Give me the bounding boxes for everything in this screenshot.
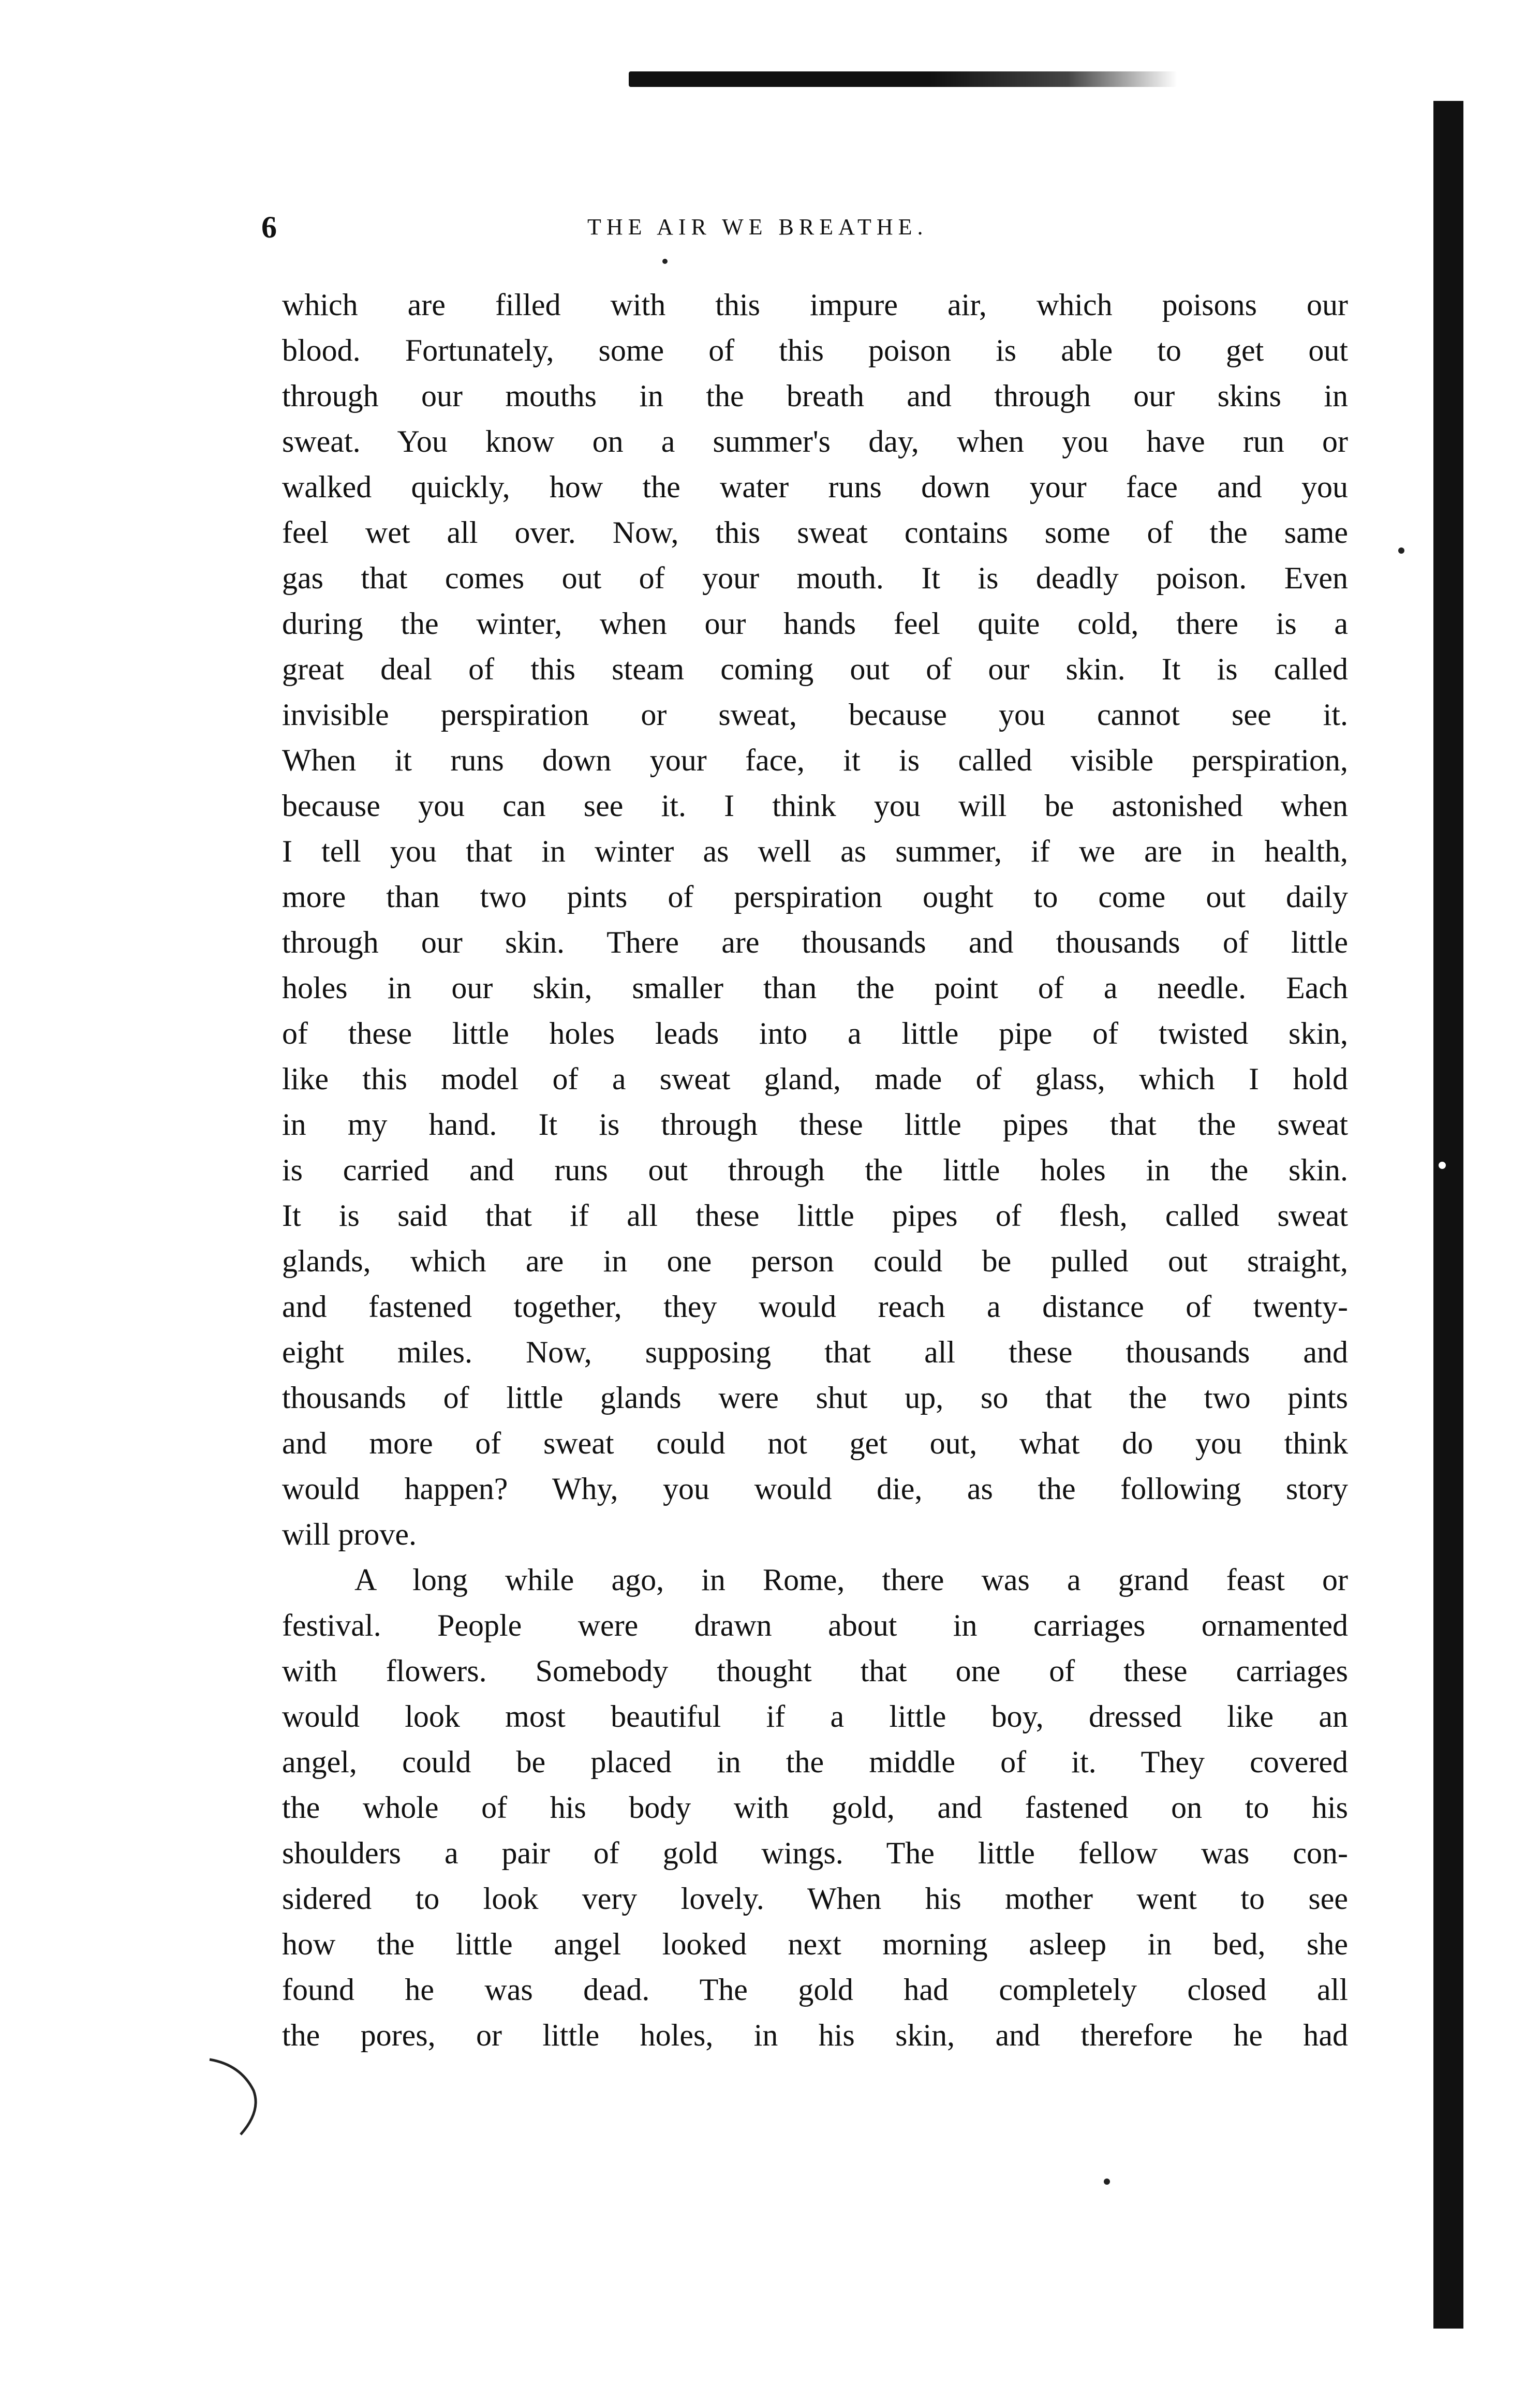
text-line: like this model of a sweat gland, made of glass, which I hold [282, 1062, 1348, 1096]
text-line: the whole of his body with gold, and fastened on to his [282, 1790, 1348, 1825]
text-line: angel, could be placed in the middle of it. They covered [282, 1745, 1348, 1779]
text-line: during the winter, when our hands feel quite cold, there is a [282, 606, 1348, 641]
text-line: thousands of little glands were shut up, so that the two pints [282, 1381, 1348, 1415]
text-line: sidered to look very lovely. When his mother went to see [282, 1881, 1348, 1916]
text-line: in my hand. It is through these little pipes that the sweat [282, 1107, 1348, 1142]
ink-speck [662, 259, 668, 264]
text-line: sweat. You know on a summer's day, when you have run or [282, 424, 1348, 458]
page-header [261, 210, 1348, 251]
margin-pencil-mark [204, 2049, 266, 2137]
text-line: would look most beautiful if a little boy, dressed like an [282, 1699, 1348, 1733]
text-line: It is said that if all these little pipes of flesh, called sweat [282, 1198, 1348, 1233]
ink-speck [1439, 1162, 1446, 1169]
text-line: is carried and runs out through the little holes in the skin. [282, 1153, 1348, 1187]
text-line: would happen? Why, you would die, as the following story [282, 1472, 1348, 1506]
text-line: the pores, or little holes, in his skin, and therefore he had [282, 2018, 1348, 2052]
text-line: and more of sweat could not get out, what do you think [282, 1426, 1348, 1460]
text-line: festival. People were drawn about in carriages ornamented [282, 1608, 1348, 1642]
text-line: how the little angel looked next morning asleep in bed, she [282, 1927, 1348, 1961]
text-line: blood. Fortunately, some of this poison is able to get out [282, 333, 1348, 367]
text-line: I tell you that in winter as well as summer, if we are in health, [282, 834, 1348, 868]
text-line: glands, which are in one person could be pulled out straight, [282, 1244, 1348, 1278]
text-line: through our skin. There are thousands and thousands of little [282, 925, 1348, 959]
text-line: of these little holes leads into a little pipe of twisted skin, [282, 1016, 1348, 1050]
text-line: When it runs down your face, it is called visible perspiration, [282, 743, 1348, 777]
ink-speck [1398, 547, 1404, 554]
paragraph-end-line: will prove. [282, 1517, 417, 1551]
ink-speck [1104, 2178, 1110, 2185]
text-line: found he was dead. The gold had completely closed all [282, 1973, 1348, 2007]
text-line: and fastened together, they would reach a distance of twenty- [282, 1290, 1348, 1324]
body-text [282, 282, 1348, 2058]
text-line: through our mouths in the breath and through our skins in [282, 379, 1348, 413]
page-edge-shadow [1433, 101, 1463, 2329]
text-line: eight miles. Now, supposing that all these thousands and [282, 1335, 1348, 1369]
text-line: which are filled with this impure air, which poisons our [282, 288, 1348, 322]
text-line: invisible perspiration or sweat, because you cannot see it. [282, 698, 1348, 732]
text-line: shoulders a pair of gold wings. The little fellow was con- [282, 1836, 1348, 1870]
text-line: walked quickly, how the water runs down your face and you [282, 470, 1348, 504]
text-line: holes in our skin, smaller than the point of a needle. Each [282, 971, 1348, 1005]
text-line: great deal of this steam coming out of our skin. It is called [282, 652, 1348, 686]
text-line: because you can see it. I think you will be astonished when [282, 789, 1348, 823]
page-number: 6 [261, 210, 277, 244]
running-head: THE AIR WE BREATHE. [587, 214, 928, 240]
text-line: feel wet all over. Now, this sweat contains some of the same [282, 515, 1348, 550]
text-line: gas that comes out of your mouth. It is deadly poison. Even [282, 561, 1348, 595]
text-line: with flowers. Somebody thought that one of these carriages [282, 1654, 1348, 1688]
paragraph-start-line: A long while ago, in Rome, there was a grand feast or [354, 1563, 1348, 1597]
text-line: more than two pints of perspiration ought to come out daily [282, 880, 1348, 914]
top-rule [629, 71, 1177, 87]
